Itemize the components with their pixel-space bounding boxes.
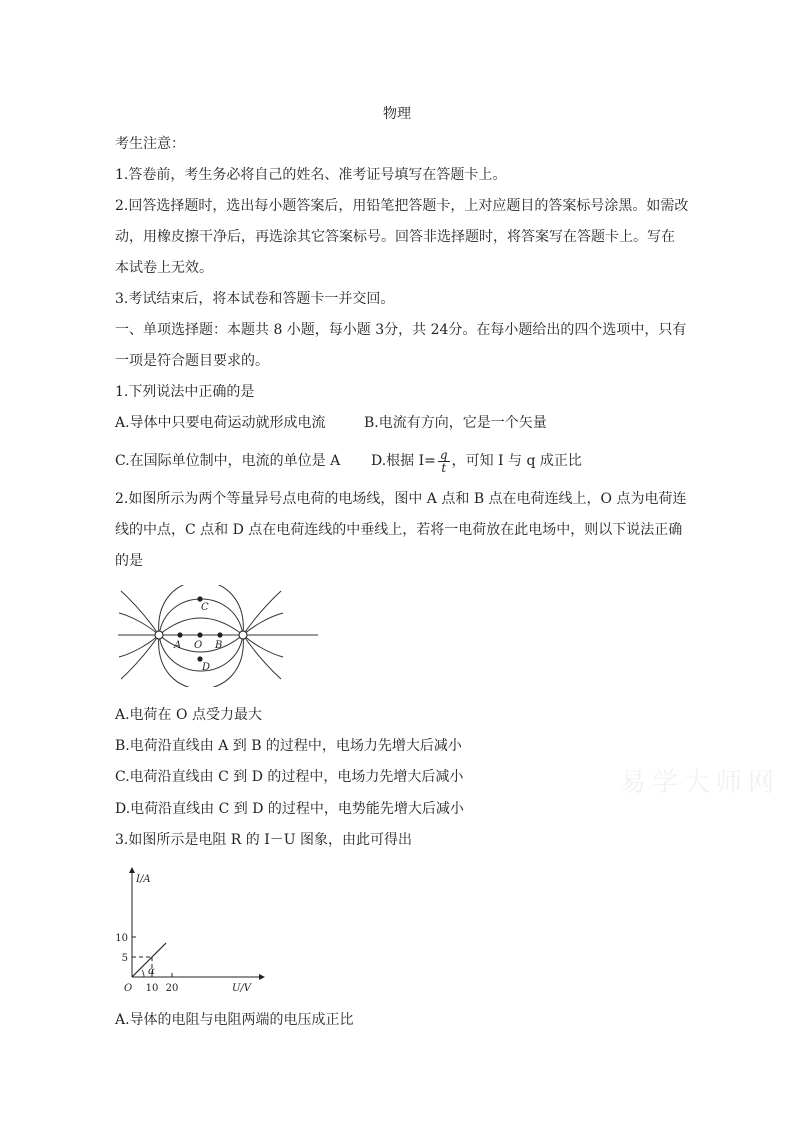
origin-label: O [124, 983, 133, 994]
point-o-dot [197, 632, 202, 637]
q1-stem: 1.下列说法中正确的是 [115, 384, 255, 400]
paper-title: 物理 [383, 106, 411, 122]
q1-option-d-suffix: ，可知 I 与 q 成正比 [451, 453, 582, 469]
q2-option-b: B.电荷沿直线由 A 到 B 的过程中，电场力先增大后减小 [115, 738, 462, 754]
fraction-denominator: t [441, 460, 447, 475]
notice-heading: 考生注意： [115, 136, 185, 152]
label-d: D [202, 662, 211, 673]
q2-option-c: C.电荷沿直线由 C 到 D 的过程中，电场力先增大后减小 [115, 769, 464, 785]
notice-item-2-line-2: 动，用橡皮擦干净后，再选涂其它答案标号。回答非选择题时，将答案写在答题卡上。写在 [115, 229, 675, 245]
y-tick-label-5: 5 [121, 953, 128, 964]
q2-stem-line-3: 的是 [115, 553, 143, 569]
point-b-dot [217, 632, 222, 637]
notice-item-3: 3.考试结束后，将本试卷和答题卡一并交回。 [115, 291, 395, 307]
point-a-dot [177, 632, 182, 637]
q2-stem-line-2: 线的中点，C 点和 D 点在电荷连线的中垂线上，若将一电荷放在此电场中，则以下说法正确 [115, 522, 683, 538]
label-a: A [174, 640, 182, 651]
angle-label: α [148, 966, 155, 977]
q1-option-d-prefix: D.根据 I= [371, 453, 436, 469]
q3-option-a: A.导体的电阻与电阻两端的电压成正比 [115, 1012, 354, 1028]
angle-arc [142, 970, 144, 977]
notice-item-2-line-1: 2.回答选择题时，选出每小题答案后，用铅笔把答题卡，上对应题目的答案标号涂黑。如需改 [115, 198, 689, 214]
label-b: B [215, 640, 223, 651]
label-c: C [201, 602, 209, 613]
watermark: 易学大师网 [620, 768, 781, 798]
fraction-numerator: q [439, 447, 448, 462]
q2-stem-line-1: 2.如图所示为两个等量异号点电荷的电场线，图中 A 点和 B 点在电荷连线上，O 点为电荷连 [115, 491, 687, 507]
label-o: O [194, 640, 203, 651]
q2-option-a: A.电荷在 O 点受力最大 [115, 707, 262, 723]
q1-option-d [371, 443, 582, 479]
section-1-heading-line-2: 一项是符合题目要求的。 [115, 353, 269, 369]
notice-item-1: 1.答卷前，考生务必将自己的姓名、准考证号填写在答题卡上。 [115, 167, 507, 183]
notice-item-2-line-3: 本试卷上无效。 [115, 260, 213, 276]
x-axis-label: U/V [232, 983, 252, 994]
i-u-chart [112, 862, 272, 997]
point-c-dot [197, 596, 202, 601]
q1-option-b: B.电流有方向，它是一个矢量 [364, 415, 547, 431]
point-d-dot [197, 656, 202, 661]
x-tick-label-20: 20 [165, 983, 179, 994]
q3-stem: 3.如图所示是电阻 R 的 I－U 图象，由此可得出 [115, 832, 413, 848]
negative-charge-circle [239, 631, 247, 639]
y-axis-label: I/A [136, 874, 151, 885]
electric-field-lines-figure [118, 585, 328, 687]
q1-option-c: C.在国际单位制中，电流的单位是 A [115, 453, 341, 469]
positive-charge-circle [155, 631, 163, 639]
q2-option-d: D.电荷沿直线由 C 到 D 的过程中，电势能先增大后减小 [115, 801, 464, 817]
y-tick-label-10: 10 [115, 933, 128, 944]
x-tick-label-10: 10 [145, 983, 159, 994]
q-over-t-fraction [438, 449, 450, 474]
q1-option-a: A.导体中只要电荷运动就形成电流 [115, 415, 326, 431]
section-1-heading-line-1: 一、单项选择题：本题共 8 小题，每小题 3分，共 24分。在每小题给出的四个选项中，只有 [115, 322, 687, 338]
